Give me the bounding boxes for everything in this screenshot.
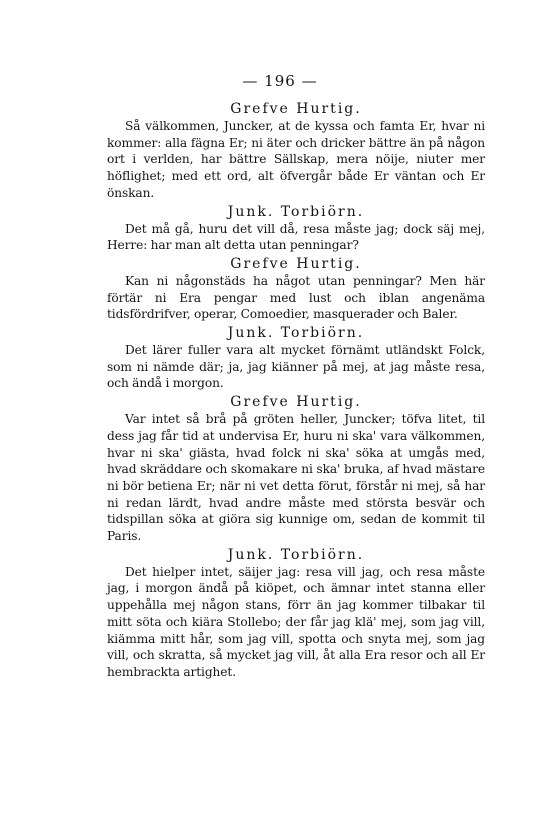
speaker-name: Junk. Torbiörn.	[227, 325, 365, 342]
speech-text: Det lärer fuller vara alt mycket förnämt utländskt Folck, som ni nämde där; ja, jag kiänner på mej, at jag måste resa, och ändå i morgon.	[107, 343, 485, 391]
speaker-name: Grefve Hurtig.	[230, 394, 362, 411]
speech-text: Det hielper intet, säijer jag: resa vill jag, och resa måste jag, i morgon ändå på kiöpet, och ämnar intet stanna eller uppehålla mej någon stans, förr än jag kommer tilbakar til mitt söta och kiära Stollebo; der får jag klä' mej, som jag vill, kiämma mitt hår, som jag vill, spotta och snyta mej, som jag vill, och skratta, så mycket jag vill, åt alla Era resor och all Er hembrackta artighet.	[107, 564, 485, 679]
dialogue-text	[107, 100, 485, 682]
speaker-name: Grefve Hurtig.	[230, 255, 362, 272]
speech-text: Var intet så brå på gröten heller, Juncker; töfva litet, til dess jag får tid at undervisa Er, huru ni ska' vara välkommen, hvar ni ska' giästa, hvad folck ni ska' söka at umgås med, hvad skräddare och skomakare ni ska' bruka, af hvad mästare ni bör betiena Er; när ni vet detta förut, förstår ni mej, så har ni redan lärdt, hvad andre måste med största besvär och tidspillan söka at giöra sig kunnige om, sedan de kommit til Paris.	[107, 412, 485, 544]
speech-text: Kan ni någonstäds ha något utan penningar? Men här förtär ni Era pengar med lust och iblan angenäma tidsfördrifver, operar, Comoedier, masquerader och Baler.	[107, 273, 485, 322]
speaker-name: Junk. Torbiörn.	[227, 546, 365, 563]
speech-text: Så välkommen, Juncker, at de kyssa och famta Er, hvar ni kommer: alla fägna Er; ni äter och dricker bättre än på någon ort i verlden, har bättre Sällskap, mera nöije, niuter mer höflighet; med ett ord, alt öfvergår både Er väntan och Er önskan.	[107, 119, 485, 200]
speech-text: Det må gå, huru det vill då, resa måste jag; dock säj mej, Herre: har man alt detta utan penningar?	[107, 221, 485, 253]
speaker-name: Grefve Hurtig.	[230, 101, 362, 117]
speaker-name: Junk. Torbiörn.	[227, 203, 365, 220]
page-number: — 196 —	[242, 72, 318, 90]
